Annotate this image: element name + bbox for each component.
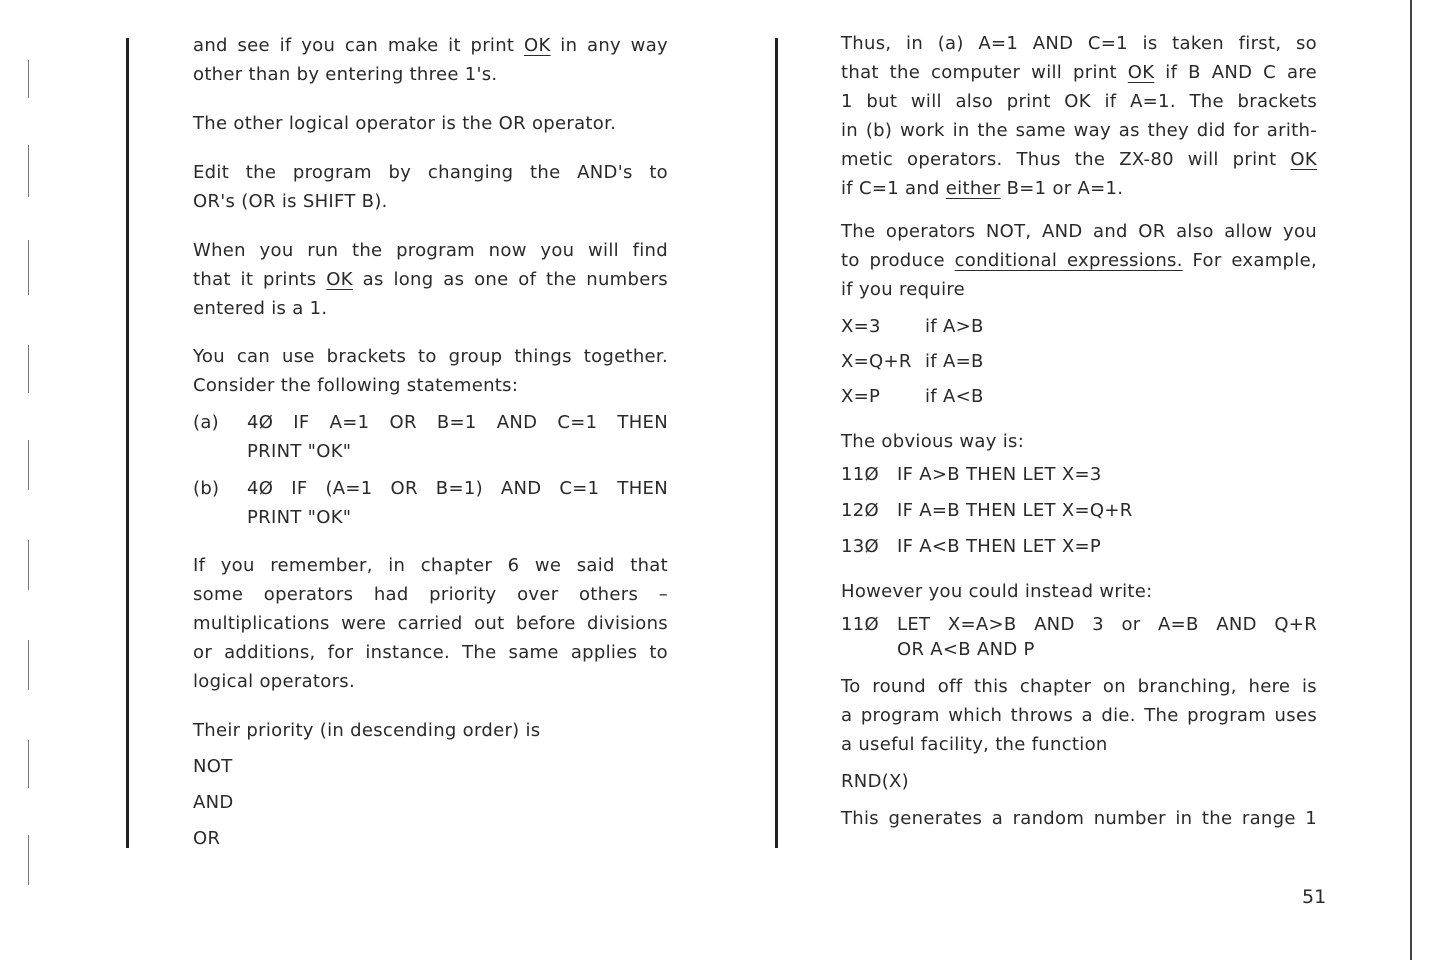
paragraph: if you require xyxy=(841,279,966,300)
paragraph: if C=1 and either B=1 or A=1. xyxy=(841,178,1124,199)
paragraph: If you remember, in chapter 6 we said that xyxy=(193,555,668,576)
paragraph: The other logical operator is the OR operator. xyxy=(193,113,617,134)
right-column-rule xyxy=(775,38,778,848)
statement-label: (b) xyxy=(193,478,220,499)
page-edge xyxy=(1410,0,1412,960)
statement-a xyxy=(193,408,668,466)
binding-mark xyxy=(28,740,29,788)
paragraph: When you run the program now you will find xyxy=(193,240,668,261)
paragraph: or additions, for instance. The same applies to xyxy=(193,642,668,663)
paragraph: metic operators. Thus the ZX-80 will print OK xyxy=(841,149,1317,170)
right-page xyxy=(718,0,1435,970)
code-line: 4Ø IF A=1 OR B=1 AND C=1 THEN xyxy=(247,412,668,433)
paragraph: The obvious way is: xyxy=(841,431,1025,452)
condition-row: X=3 if A>B xyxy=(841,316,984,337)
left-text-column xyxy=(193,31,668,853)
paragraph: logical operators. xyxy=(193,671,356,692)
paragraph: Thus, in (a) A=1 AND C=1 is taken first, so xyxy=(841,33,1317,54)
paragraph: To round off this chapter on branching, here is xyxy=(841,676,1317,697)
binding-mark xyxy=(28,440,29,490)
paragraph: 1 but will also print OK if A=1. The brackets xyxy=(841,91,1317,112)
statement-b xyxy=(193,474,668,532)
function-name: RND(X) xyxy=(841,771,910,792)
paragraph: However you could instead write: xyxy=(841,581,1153,602)
binding-mark xyxy=(28,345,29,393)
priority-item: OR xyxy=(193,828,221,849)
binding-mark xyxy=(28,145,29,197)
paragraph: other than by entering three 1's. xyxy=(193,64,498,85)
paragraph: entered is a 1. xyxy=(193,298,328,319)
paragraph: a program which throws a die. The program uses xyxy=(841,705,1317,726)
priority-item: NOT xyxy=(193,756,233,777)
condition-row: X=P if A<B xyxy=(841,386,984,407)
program-line: 11Ø LET X=A>B AND 3 or A=B AND Q+R OR A<B AND P xyxy=(841,614,1317,660)
paragraph: that the computer will print OK if B AND C are xyxy=(841,62,1317,83)
code-line: PRINT "OK" xyxy=(247,441,352,462)
paragraph: Consider the following statements: xyxy=(193,375,519,396)
condition-row: X=Q+R if A=B xyxy=(841,351,984,372)
left-column-rule xyxy=(126,38,129,848)
paragraph: that it prints OK as long as one of the numbers xyxy=(193,269,668,290)
program-line: 12Ø IF A=B THEN LET X=Q+R xyxy=(841,500,1133,521)
statement-label: (a) xyxy=(193,412,219,433)
paragraph: multiplications were carried out before divisions xyxy=(193,613,668,634)
paragraph: a useful facility, the function xyxy=(841,734,1108,755)
right-text-column xyxy=(841,29,1317,833)
binding-mark xyxy=(28,835,29,885)
paragraph: The operators NOT, AND and OR also allow you xyxy=(841,221,1317,242)
paragraph: OR's (OR is SHIFT B). xyxy=(193,191,388,212)
paragraph: Their priority (in descending order) is xyxy=(193,720,541,741)
paragraph: This generates a random number in the range 1 xyxy=(841,808,1317,829)
paragraph: Edit the program by changing the AND's to xyxy=(193,162,668,183)
page-number: 51 xyxy=(1302,886,1327,908)
code-line: PRINT "OK" xyxy=(247,507,352,528)
paragraph: and see if you can make it print OK in any way xyxy=(193,35,668,56)
binding-mark xyxy=(28,540,29,590)
binding-mark xyxy=(28,640,29,690)
program-line: 11Ø IF A>B THEN LET X=3 xyxy=(841,464,1102,485)
code-line: 4Ø IF (A=1 OR B=1) AND C=1 THEN xyxy=(247,478,668,499)
binding-mark xyxy=(28,240,29,295)
priority-item: AND xyxy=(193,792,234,813)
paragraph: in (b) work in the same way as they did for arith- xyxy=(841,120,1317,141)
paragraph: to produce conditional expressions. For example, xyxy=(841,250,1317,271)
paragraph: some operators had priority over others – xyxy=(193,584,668,605)
program-line: 13Ø IF A<B THEN LET X=P xyxy=(841,536,1102,557)
paragraph: You can use brackets to group things together. xyxy=(193,346,668,367)
binding-mark xyxy=(28,60,29,98)
